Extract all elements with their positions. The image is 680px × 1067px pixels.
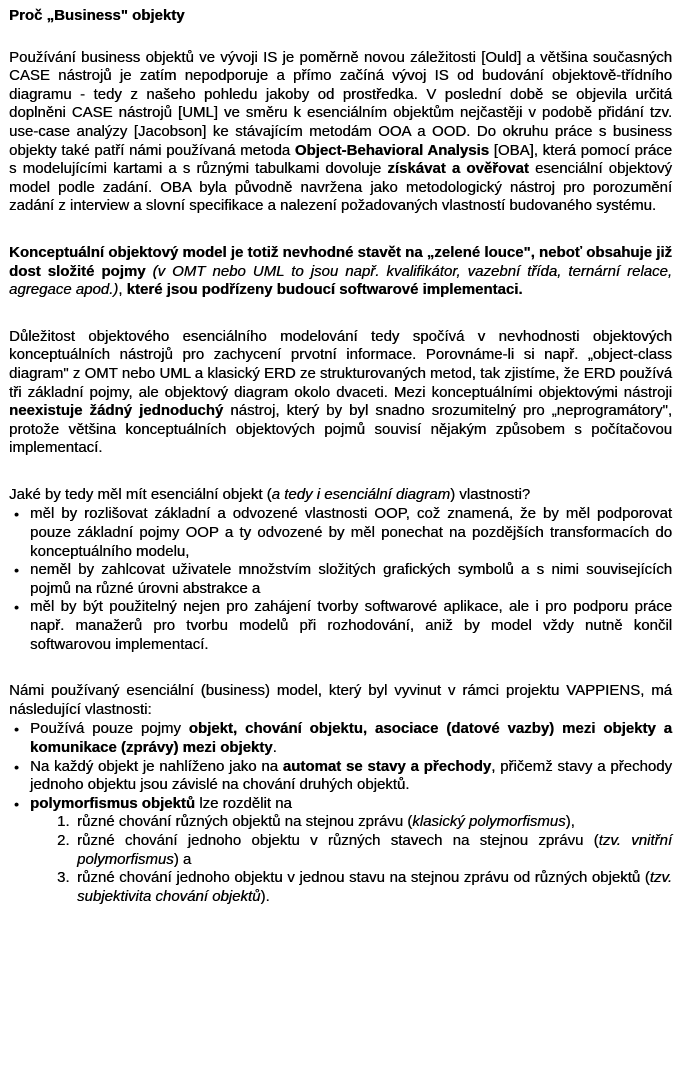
text-run: ),: [565, 813, 575, 831]
text-run: Používá pouze pojmy: [30, 720, 189, 738]
bullet-item: [9, 505, 672, 561]
text-run: ,: [118, 281, 127, 299]
bullet-item: [9, 758, 672, 795]
text-run: Na každý objekt je nahlíženo jako na: [30, 757, 283, 775]
text-run: získávat a ověřovat: [387, 160, 529, 178]
text-run: Object-Behavioral Analysis: [294, 141, 489, 159]
bullet-item: [9, 720, 672, 757]
text-run: , přičemž stavy a přechody jednoho objektu jsou závislé na chování druhých objektů.: [30, 757, 672, 794]
text-run: automat se stavy a přechody: [282, 757, 492, 775]
text-run: Jaké by tedy měl mít esenciální objekt (: [9, 485, 272, 503]
text-run: Používání business objektů ve vývoji IS je poměrně novou záležitosti [Ould] a většina současných CASE nástrojů je zatím nepodporuje a přímo začíná vývoj IS od budování objektově-třídního diagramu - tedy z našeho pohledu jakoby od prostředka. V poslední době se objevila určitá doplněni CASE nástrojů [UML] ve směru k esenciálním objektům nejčastěji v podobě přidání tzv. use-case analýzy [Jacobson] ke stávajícím metodám OOA a OOD. Do okruhu práce s business objekty také patří námi používaná metoda: [9, 48, 672, 159]
numbered-sublist: [30, 813, 672, 906]
text-run: různé chování jednoho objektu v jednou stavu na stejnou zprávu od různých objektů (: [77, 869, 650, 887]
page-title: Proč „Business" objekty: [9, 7, 185, 24]
text-run: .: [272, 739, 277, 756]
text-run: měl by rozlišovat základní a odvozené vlastnosti OOP, což znamená, že by měl podporovat pouze základní pojmy OOP a ty odvozené by měl ponechat na pozdějších transformacích do konceptuálního modelu,: [30, 505, 672, 560]
text-run: [OBA], která pomocí práce s modelujícími kartami a s různými tabulkami dovoluje: [9, 141, 672, 178]
text-run: ).: [260, 887, 270, 905]
text-run: ) a: [173, 850, 192, 868]
item-number: 1.: [57, 813, 70, 831]
text-run: různé chování různých objektů na stejnou zprávu (: [77, 813, 413, 831]
text-run: objekt, chování objektu, asociace (datové vazby) mezi objekty a komunikace (zprávy) mezi objekty: [30, 720, 672, 756]
text-run: polymorfismus objektů: [30, 794, 196, 812]
numbered-item: [57, 813, 672, 832]
text-run: tzv. subjektivita chování objektů: [77, 869, 672, 905]
text-run: různé chování jednoho objektu v různých stavech na stejnou zprávu (: [77, 831, 599, 849]
bullet-marker-icon: •: [14, 795, 19, 812]
bullet-list: [9, 505, 672, 654]
text-run: lze rozdělit na: [195, 794, 292, 812]
bullet-marker-icon: •: [14, 506, 19, 523]
text-run: esenciální objektový model podle zadání. OBA byla původně navržena jako metodologický nástroj pro porozumění zadání z interview a slovní specifikace a nalezení požadovaných vlastností budovaného systému.: [9, 160, 672, 215]
paragraph: [9, 49, 672, 216]
numbered-item: [57, 832, 672, 869]
text-run: a tedy i esenciální diagram: [271, 485, 451, 503]
paragraph: [9, 486, 672, 505]
text-run: které jsou podřízeny budoucí softwarové implementaci.: [126, 281, 523, 299]
item-number: 2.: [57, 831, 70, 849]
item-number: 3.: [57, 869, 70, 887]
text-run: měl by být použitelný nejen pro zahájení tvorby softwarové aplikace, ale i pro podporu práce např. manažerů pro tvorbu modelů při rozhodování, aniž by model vždy nutně končil softwarovou implementací.: [30, 598, 672, 653]
text-run: tzv. vnitřní polymorfismus: [77, 831, 672, 868]
bullet-item: [9, 598, 672, 654]
text-run: neměl by zahlcovat uživatele množstvím složitých grafických symbolů a s nimi souvisejících pojmů na různé úrovni abstrakce a: [30, 561, 672, 597]
text-run: Důležitost objektového esenciálního modelování tedy spočívá v nevhodnosti objektových konceptuálních nástrojů pro zachycení prvotní informace. Porovnáme-li si např. „object-class diagram" z OMT nebo UML a klasický ERD ze strukturovaných metod, tak zjistíme, že ERD používá tři základní pojmy, ale objektový diagram okolo dvaceti. Mezi konceptuálními objektovými nástroji: [9, 327, 672, 401]
bullet-item: [9, 561, 672, 598]
text-run: (v OMT nebo UML to jsou např. kvalifikátor, vazební třída, ternární relace, agregace apod.): [9, 262, 673, 299]
document-content: [9, 49, 672, 907]
bullet-item: [9, 795, 672, 907]
text-run: Námi používaný esenciální (business) model, který byl vyvinut v rámci projektu VAPPIENS, má následující vlastnosti:: [9, 682, 672, 718]
bullet-marker-icon: •: [14, 599, 19, 616]
paragraph: [9, 682, 672, 719]
bullet-marker-icon: •: [14, 758, 19, 775]
text-run: nástroj, který by byl snadno srozumitelný pro „neprogramátory", protože většina konceptuálních objektových pojmů souvisí nějakým způsobem s počítačovou implementací.: [9, 402, 672, 457]
paragraph: [9, 328, 672, 458]
text-run: Konceptuální objektový model je totiž nevhodné stavět na „zelené louce", neboť obsahuje již dost složité pojmy: [9, 243, 672, 280]
text-run: neexistuje žádný jednoduchý: [9, 402, 224, 420]
bullet-marker-icon: •: [14, 562, 19, 579]
text-run: ) vlastnosti?: [450, 485, 531, 503]
numbered-item: [57, 869, 672, 906]
paragraph: [9, 244, 672, 300]
bullet-marker-icon: •: [14, 721, 19, 738]
bullet-list: [9, 720, 672, 906]
text-run: klasický polymorfismus: [412, 813, 566, 831]
